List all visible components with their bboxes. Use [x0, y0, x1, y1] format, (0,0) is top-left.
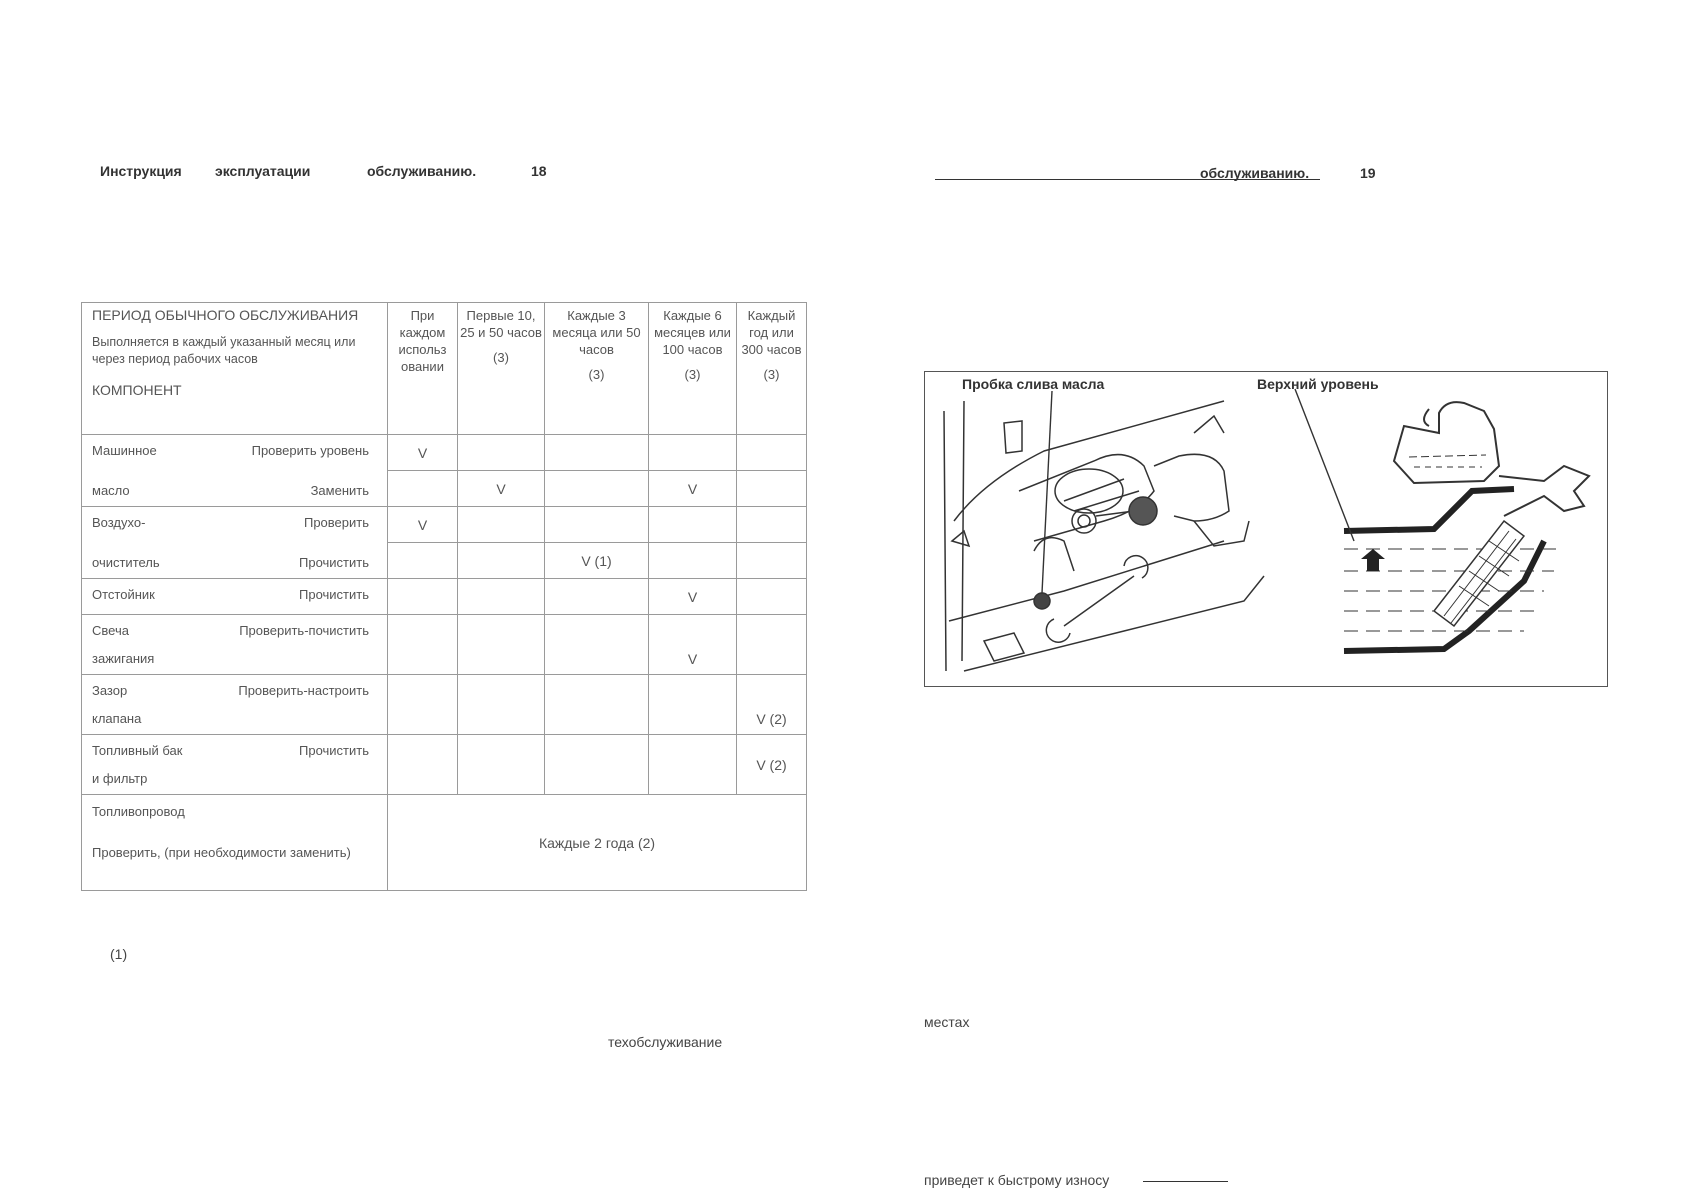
header-word-instruction: Инструкция — [100, 163, 182, 179]
check-mark: V — [388, 435, 458, 471]
component-spark-plug: Свеча Проверить-почистить зажигания — [82, 615, 388, 675]
maintenance-schedule-table — [81, 302, 807, 891]
check-mark: V (2) — [737, 675, 807, 735]
table-row — [82, 735, 807, 795]
label-upper-level: Верхний уровень — [1257, 376, 1379, 392]
right-page-text-1: местах — [924, 1014, 970, 1030]
component-valve-clearance: Зазор Проверить-настроить клапана — [82, 675, 388, 735]
check-mark: V (2) — [737, 735, 807, 795]
period-header-cell — [82, 303, 388, 435]
fuel-line-interval: Каждые 2 года (2) — [388, 795, 807, 891]
table-row — [82, 579, 807, 615]
left-page-header — [100, 163, 547, 179]
period-description: Выполняется в каждый указанный месяц или через период рабочих часов — [92, 335, 356, 366]
check-mark: V — [649, 615, 737, 675]
page-number-left: 18 — [531, 163, 547, 179]
table-row — [82, 615, 807, 675]
table-row — [82, 675, 807, 735]
column-header-3-months: Каждые 3 месяца или 50 часов (3) — [545, 303, 649, 435]
component-fuel-line: Топливопровод Проверить, (при необходимости заменить) — [82, 795, 388, 891]
column-header-each-use: При каждом использ овании — [388, 303, 458, 435]
check-mark: V — [649, 579, 737, 615]
header-word-maintenance: обслуживанию. — [367, 163, 477, 179]
text-rule — [1143, 1181, 1228, 1182]
check-mark: V — [388, 507, 458, 543]
table-row — [82, 435, 807, 471]
check-mark: V — [649, 471, 737, 507]
header-word-maintenance-right: обслуживанию. — [1200, 165, 1310, 181]
table-row — [82, 507, 807, 543]
period-title: ПЕРИОД ОБЫЧНОГО ОБСЛУЖИВАНИЯ — [92, 307, 359, 323]
page-number-right: 19 — [1360, 165, 1376, 181]
maintenance-text: техобслуживание — [608, 1034, 723, 1050]
check-mark: V — [458, 471, 545, 507]
header-word-operation: эксплуатации — [215, 163, 311, 179]
oil-level-illustration — [924, 371, 1608, 687]
right-page-header — [1200, 165, 1376, 181]
component-label: КОМПОНЕНТ — [92, 382, 182, 398]
component-fuel-tank: Топливный бак Прочистить и фильтр — [82, 735, 388, 795]
column-header-6-months: Каждые 6 месяцев или 100 часов (3) — [649, 303, 737, 435]
column-header-yearly: Каждый год или 300 часов (3) — [737, 303, 807, 435]
component-sediment-cup: Отстойник Прочистить — [82, 579, 388, 615]
table-row — [82, 795, 807, 891]
component-air-cleaner: Воздухо- Проверить очиститель Прочистить — [82, 507, 388, 579]
check-mark: V (1) — [545, 543, 649, 579]
right-page-text-2: приведет к быстрому износу — [924, 1172, 1110, 1188]
component-engine-oil: Машинное Проверить уровень масло Заменить — [82, 435, 388, 507]
table-header-row — [82, 303, 807, 435]
column-header-first-hours: Первые 10, 25 и 50 часов (3) — [458, 303, 545, 435]
label-oil-drain-plug: Пробка слива масла — [962, 376, 1105, 392]
footnote-1: (1) — [110, 946, 128, 962]
